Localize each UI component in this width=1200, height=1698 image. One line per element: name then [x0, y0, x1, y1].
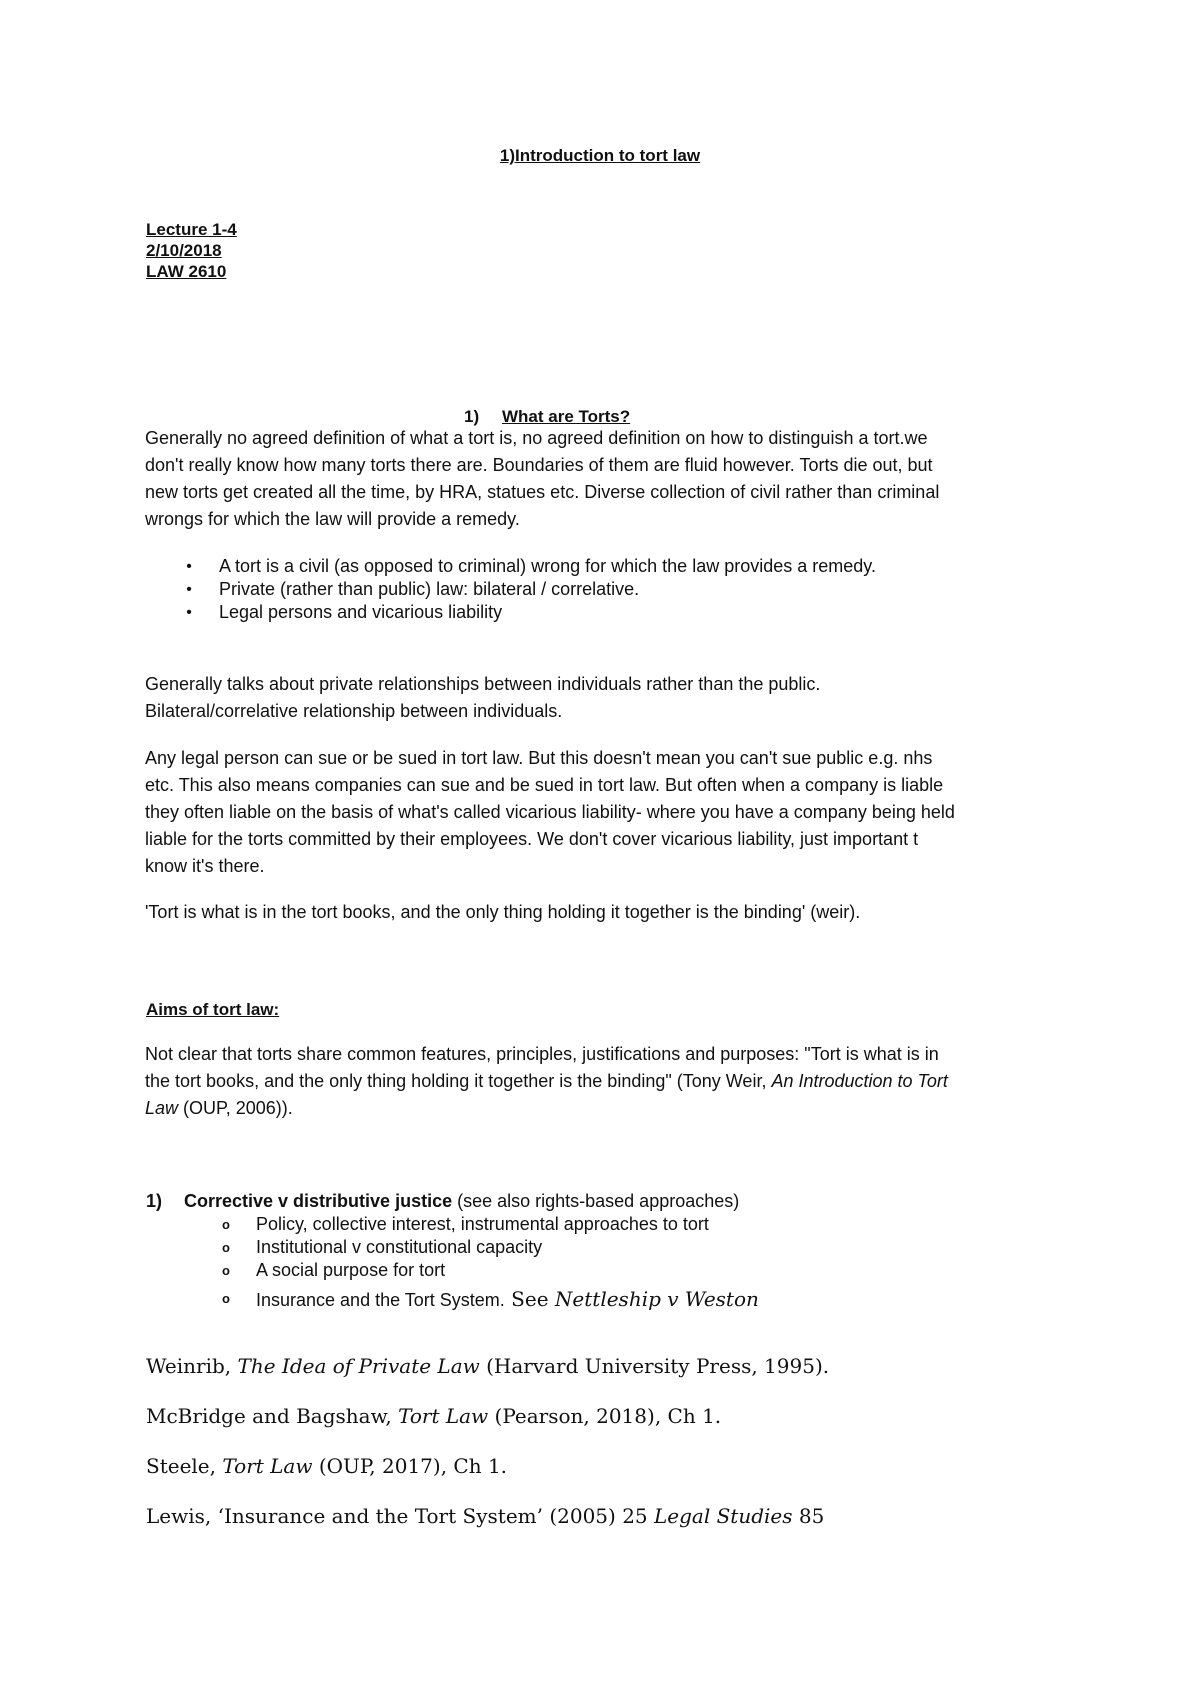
circle-bullet-icon: o [222, 1263, 230, 1278]
list-item-text: A social purpose for tort [256, 1260, 446, 1280]
sub-list [222, 1213, 759, 1311]
circle-bullet-icon: o [222, 1240, 230, 1255]
list-item-text: Policy, collective interest, instrumental approaches to tort [256, 1214, 709, 1234]
bullet-icon: • [186, 581, 192, 598]
list-item [222, 1282, 759, 1311]
aims-paragraph [145, 1041, 1065, 1122]
text-line: Any legal person can sue or be sued in tort law. But this doesn't mean you can't sue public e.g. nhs [145, 748, 933, 768]
text-run: McBridge and Bagshaw, [146, 1404, 399, 1428]
aims-heading: Aims of tort law: [146, 1000, 280, 1019]
journal-title: Legal Studies [654, 1504, 793, 1528]
text-line: know it's there. [145, 856, 265, 876]
section-number: 1) [464, 407, 480, 426]
reference-item [146, 1391, 829, 1441]
section-heading-suffix: (see also rights-based approaches) [452, 1191, 740, 1211]
list-item [186, 578, 876, 601]
book-title: Tort Law [398, 1404, 489, 1428]
corrective-heading [146, 1190, 739, 1213]
course-code: LAW 2610 [146, 262, 227, 281]
list-item [222, 1259, 759, 1282]
text-line: Bilateral/correlative relationship between individuals. [145, 701, 563, 721]
list-item [222, 1213, 759, 1236]
text-run: the tort books, and the only thing holding it together is the binding" (Tony Weir, [145, 1071, 772, 1091]
circle-bullet-icon: o [222, 1217, 230, 1232]
reference-item [146, 1441, 829, 1491]
list-item-text: A tort is a civil (as opposed to criminal) wrong for which the law provides a remedy. [219, 556, 876, 576]
book-title: The Idea of Private Law [237, 1354, 480, 1378]
text-run: Lewis, ‘Insurance and the Tort System’ (2005) 25 [146, 1504, 654, 1528]
text-line: Generally no agreed definition of what a tort is, no agreed definition on how to distinguish a tort.we [145, 428, 928, 448]
text-run: (Pearson, 2018), Ch 1. [488, 1404, 722, 1428]
list-item [186, 601, 876, 624]
bullet-icon: • [186, 604, 192, 621]
text-run: Weinrib, [146, 1354, 238, 1378]
list-item-text: Legal persons and vicarious liability [219, 602, 503, 622]
meta-block [146, 219, 237, 282]
text-run: Steele, [146, 1454, 223, 1478]
text-line: new torts get created all the time, by HRA, statues etc. Diverse collection of civil rather than criminal [145, 482, 940, 502]
text-run: 85 [792, 1504, 825, 1528]
text-run: (OUP, 2017), Ch 1. [312, 1454, 508, 1478]
text-line: Generally talks about private relationships between individuals rather than the public. [145, 674, 821, 694]
bullet-list [186, 555, 876, 624]
bullet-icon: • [186, 558, 192, 575]
section-heading-text: Corrective v distributive justice [184, 1191, 453, 1211]
text-line [145, 1095, 1065, 1122]
text-line: etc. This also means companies can sue and be sued in tort law. But often when a company is liable [145, 775, 944, 795]
list-item [186, 555, 876, 578]
section-number: 1) [146, 1191, 163, 1211]
list-item-text: Private (rather than public) law: bilateral / correlative. [219, 579, 640, 599]
intro-paragraph [145, 425, 1065, 533]
lecture-label: Lecture 1-4 [146, 220, 237, 239]
text-line: wrongs for which the law will provide a remedy. [145, 509, 520, 529]
reference-item [146, 1341, 829, 1391]
section-heading-text: What are Torts? [502, 407, 631, 426]
text-run: (Harvard University Press, 1995). [479, 1354, 830, 1378]
text-line: they often liable on the basis of what's called vicarious liability- where you have a company being held [145, 802, 955, 822]
date-label: 2/10/2018 [146, 241, 222, 260]
text-line: liable for the torts committed by their employees. We don't cover vicarious liability, just important t [145, 829, 919, 849]
weir-quote: 'Tort is what is in the tort books, and the only thing holding it together is the binding' (weir). [145, 902, 861, 922]
list-item-text: Insurance and the Tort System. [256, 1290, 505, 1310]
text-line: Not clear that torts share common features, principles, justifications and purposes: "Tort is what is in [145, 1044, 939, 1064]
references-list [146, 1341, 829, 1541]
see-text: See [504, 1287, 555, 1311]
book-title: Law [145, 1098, 179, 1118]
text-line [145, 1068, 1065, 1095]
legal-person-paragraph [145, 745, 1065, 880]
book-title: Tort Law [222, 1454, 313, 1478]
page-title: 1)Introduction to tort law [499, 146, 701, 165]
section-heading-what-are-torts [464, 406, 630, 427]
private-relationships-paragraph [145, 671, 1065, 725]
case-name: Nettleship v Weston [554, 1287, 759, 1311]
list-item-text: Institutional v constitutional capacity [256, 1237, 543, 1257]
list-item [222, 1236, 759, 1259]
text-run: (OUP, 2006)). [178, 1098, 293, 1118]
reference-item [146, 1491, 829, 1541]
book-title: An Introduction to Tort [771, 1071, 948, 1091]
text-line: don't really know how many torts there are. Boundaries of them are fluid however. Torts die out, but [145, 455, 933, 475]
circle-bullet-icon: o [222, 1291, 230, 1306]
